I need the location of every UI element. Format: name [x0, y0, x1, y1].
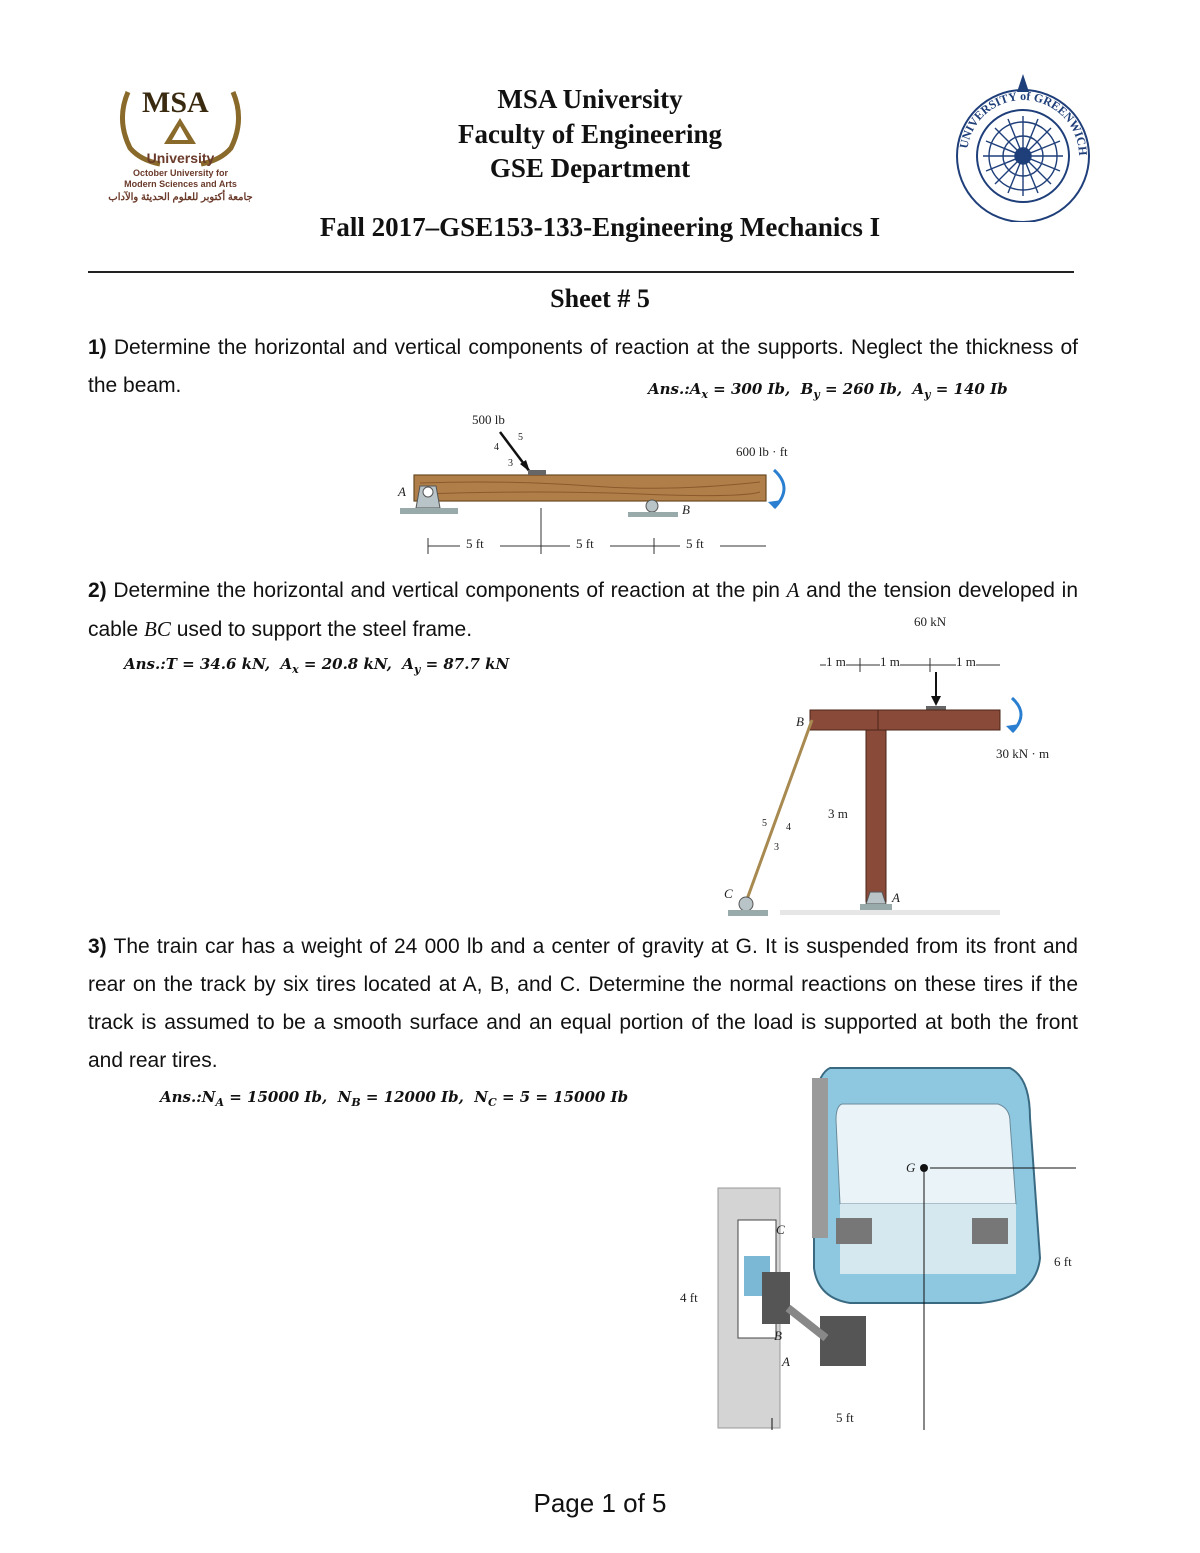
header-rule — [88, 271, 1074, 273]
moment-label: 600 lb · ft — [736, 444, 788, 459]
ratio-3: 3 — [508, 458, 513, 469]
dim-2: 5 ft — [576, 536, 594, 551]
msa-logo-arabic: جامعة أكتوبر للعلوم الحديثة والآداب — [108, 192, 253, 203]
ratio-4: 4 — [786, 822, 791, 833]
greenwich-logo-text: UNIVERSITY of GREENWICH — [956, 88, 1091, 157]
force-label: 60 kN — [914, 614, 947, 629]
ratio-5: 5 — [762, 818, 767, 829]
answer-3: $Ans.:N_A = 15000$ Ib, $N_B = 12000$ Ib, $N_C = 5 = 15000$ Ib — [160, 1088, 629, 1109]
msa-logo-line1: October University for — [132, 168, 229, 178]
msa-logo — [98, 80, 263, 220]
support-a-label: A — [398, 484, 406, 499]
support-b-label: B — [682, 502, 690, 517]
msa-logo-subtitle: University — [146, 150, 215, 166]
point-b-label: B — [796, 714, 804, 729]
sheet-title: Sheet # 5 — [550, 284, 650, 313]
ratio-3: 3 — [774, 842, 779, 853]
course-title: Fall 2017–GSE153-133-Engineering Mechanics I — [319, 212, 881, 242]
dim-4ft: 4 ft — [680, 1290, 698, 1305]
force-label: 500 lb — [472, 412, 505, 427]
point-g-label: G — [906, 1160, 916, 1175]
faculty-name: Faculty of Engineering — [458, 119, 722, 149]
answer-2: Ans.:T = 34.6 kN, $A_x = 20.8$ kN, $A_y = 87.7$ kN — [124, 655, 510, 676]
point-c-label: C — [776, 1222, 785, 1237]
question-text: Determine the horizontal and vertical components of reaction at the supports. Neglect the thickness of the beam. — [88, 336, 1078, 397]
msa-logo-text: MSA — [142, 86, 209, 119]
university-name: MSA University — [497, 84, 683, 114]
point-b-label: B — [774, 1328, 782, 1343]
moment-label: 30 kN · m — [996, 746, 1050, 761]
question-2: 2) Determine the horizontal and vertical components of reaction at the pin A and the tension developed in cable BC used to support the steel frame. — [88, 578, 1078, 641]
figure-beam — [390, 408, 820, 558]
question-number: 2) — [88, 579, 107, 602]
dim-1: 1 m — [826, 654, 846, 669]
question-text: The train car has a weight of 24 000 lb and a center of gravity at G. It is suspended from its front and rear on the track by six tires located at A, B, and C. Determine the normal reactions on these tires if the track is assumed to be a smooth surface and an equal portion of the load is supported at both the front and rear tires. — [88, 935, 1078, 1072]
page-footer: Page 1 of 5 — [533, 1488, 667, 1518]
department-name: GSE Department — [489, 153, 691, 183]
dim-5ft: 5 ft — [836, 1410, 854, 1425]
dim-2: 1 m — [880, 654, 900, 669]
greenwich-logo — [948, 72, 1098, 222]
figure-frame — [720, 610, 1080, 920]
height-label: 3 m — [828, 806, 848, 821]
ratio-4: 4 — [494, 442, 499, 453]
dim-3: 1 m — [956, 654, 976, 669]
question-number: 1) — [88, 336, 107, 359]
dim-3: 5 ft — [686, 536, 704, 551]
msa-logo-line2: Modern Sciences and Arts — [124, 179, 237, 189]
point-a-label: A — [782, 1354, 790, 1369]
ratio-5: 5 — [518, 432, 523, 443]
dim-1: 5 ft — [466, 536, 484, 551]
answer-1: $Ans.:A_x = 300$ Ib, $B_y = 260$ Ib, $A_y = 140$ Ib — [648, 380, 1008, 401]
point-c-label: C — [724, 886, 733, 901]
question-number: 3) — [88, 935, 107, 958]
point-a-label: A — [892, 890, 900, 905]
dim-6ft: 6 ft — [1054, 1254, 1072, 1269]
figure-train-car — [680, 1058, 1090, 1438]
